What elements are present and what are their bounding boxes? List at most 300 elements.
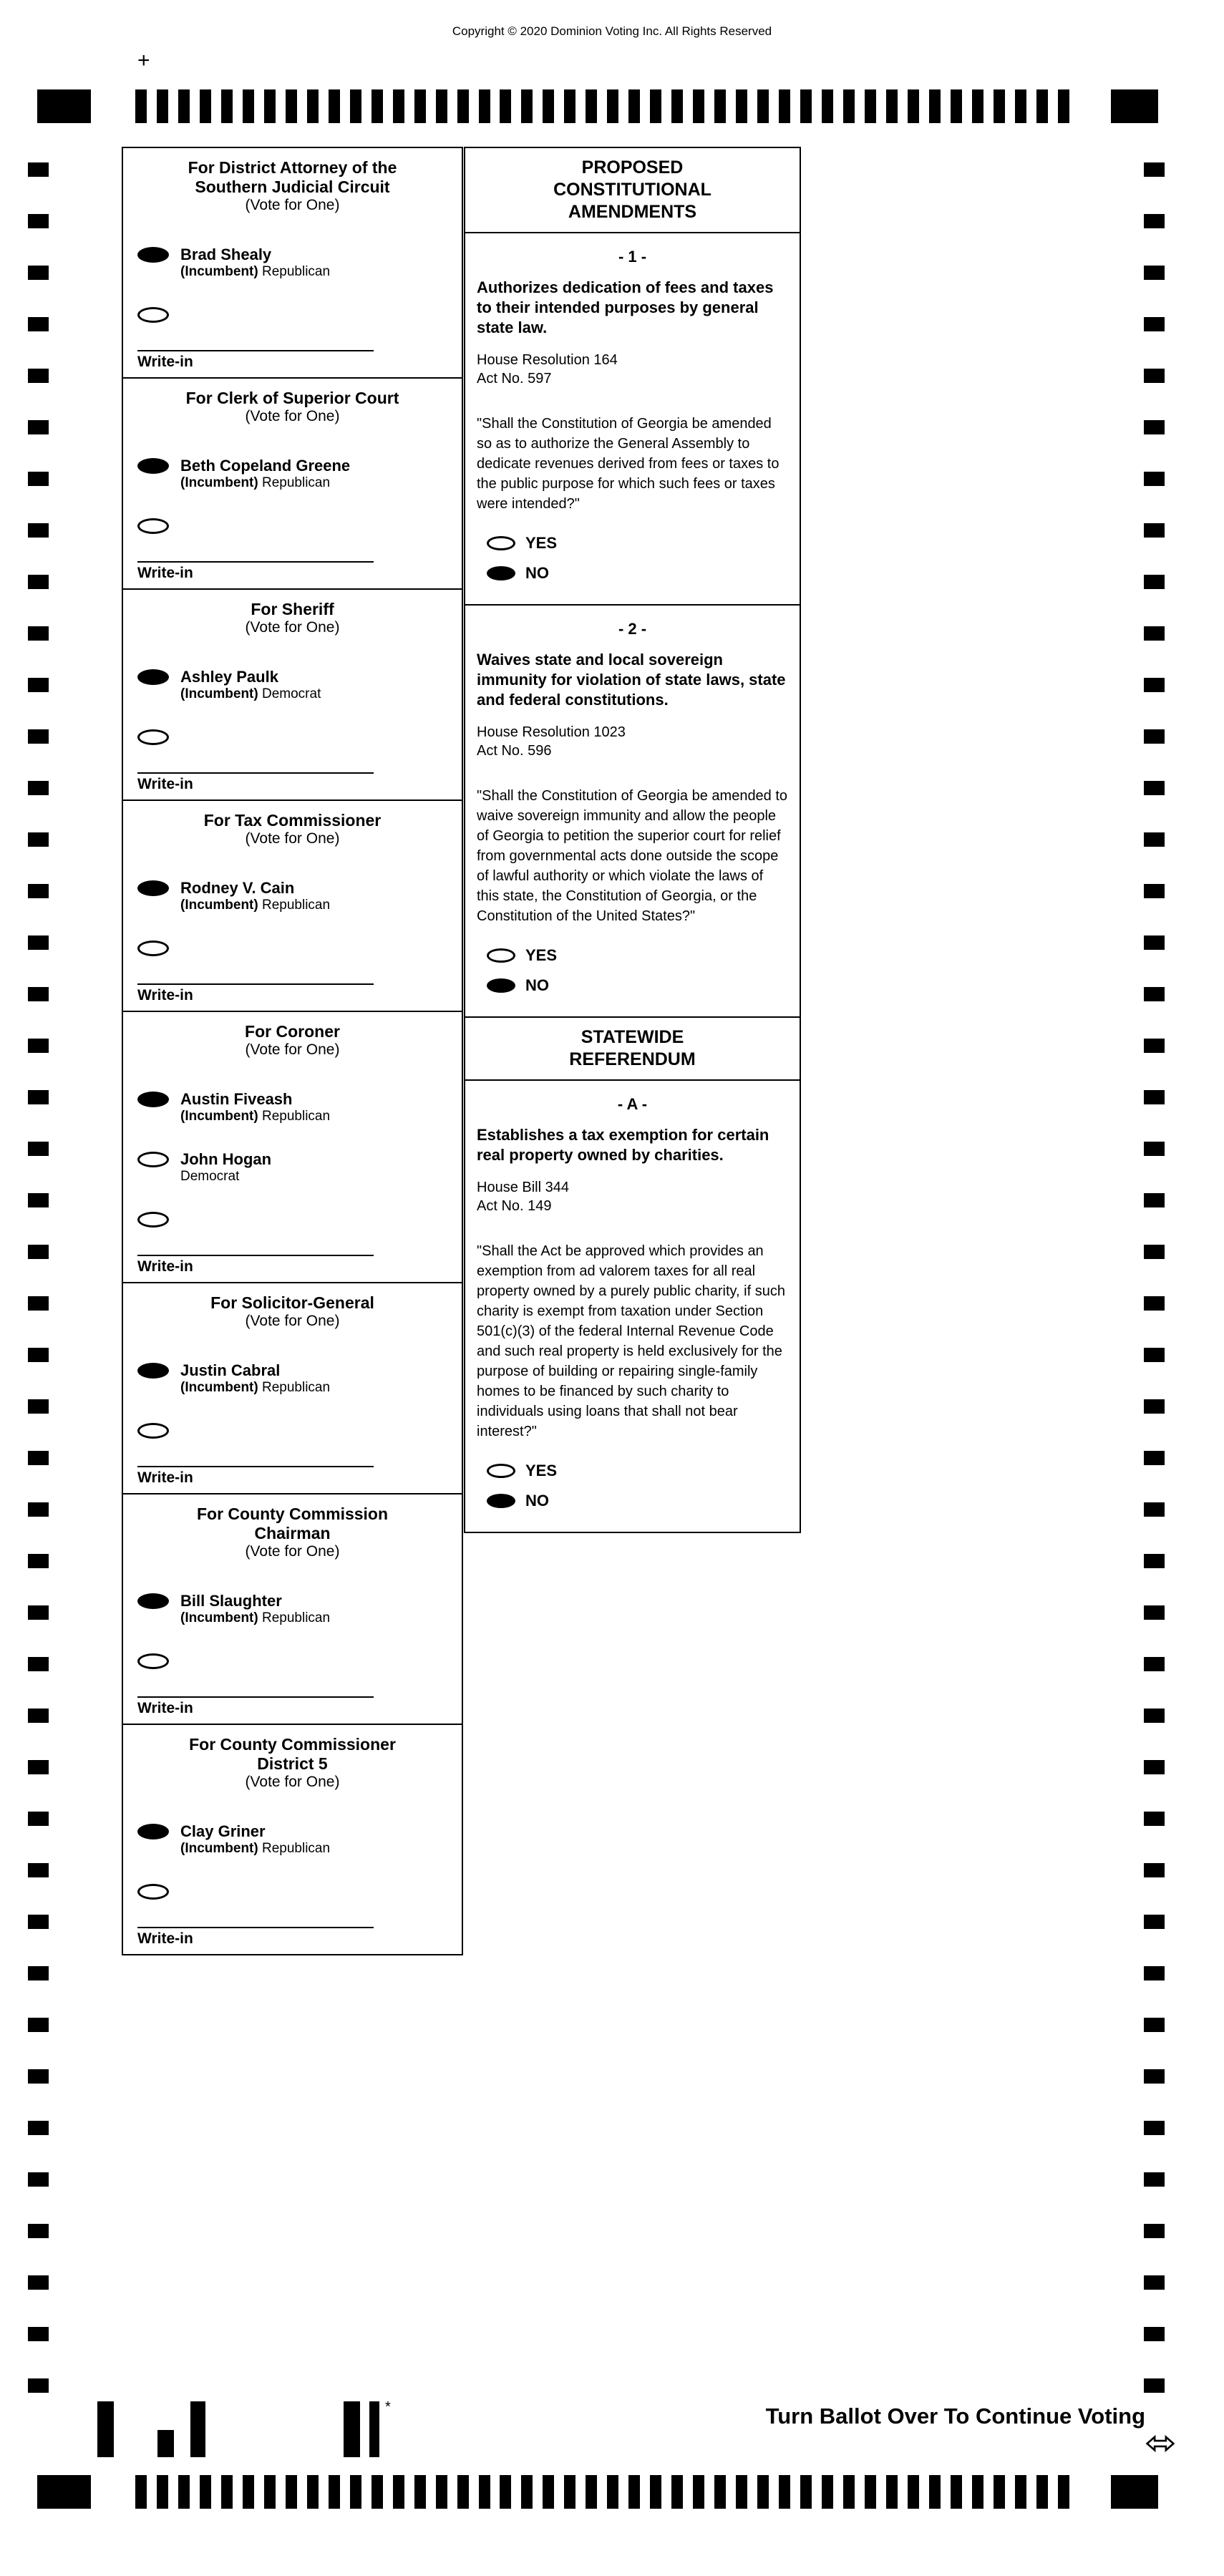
contest [123,1283,462,1494]
incumbent-label: (Incumbent) [180,1610,258,1625]
timing-bar [1058,2475,1069,2509]
side-timing-mark [28,935,49,950]
side-timing-mark [28,1554,49,1568]
candidate-party: (Incumbent) Republican [180,1610,331,1625]
side-timing-mark [1144,1554,1165,1568]
side-timing-mark [28,2172,49,2187]
choice-oval[interactable] [137,1152,169,1167]
side-timing-mark [28,1296,49,1311]
write-in-oval[interactable] [137,1884,169,1900]
measure-option-oval[interactable] [487,566,515,580]
side-timing-mark [1144,2224,1165,2238]
measure-option-oval[interactable] [487,536,515,550]
side-timing-mark [1144,1605,1165,1620]
side-timing-mark [1144,1915,1165,1929]
measure-option-oval[interactable] [487,1464,515,1478]
timing-block [1111,89,1158,123]
measures-header: STATEWIDE REFERENDUM [465,1018,800,1081]
timing-bar [200,89,211,123]
side-timing-mark [28,2327,49,2341]
copyright-text: Copyright © 2020 Dominion Voting Inc. All Rights Reserved [452,24,772,38]
timing-bar [414,2475,426,2509]
side-timing-mark [1144,1760,1165,1774]
timing-bar [994,89,1005,123]
write-in-oval[interactable] [137,1212,169,1228]
timing-bar [243,2475,254,2509]
timing-bar [221,2475,233,2509]
side-timing-mark [1144,214,1165,228]
side-timing-mark [1144,935,1165,950]
measure-reference: House Bill 344 Act No. 149 [477,1180,569,1214]
side-timing-mark [28,162,49,177]
timing-bar [286,2475,297,2509]
side-timing-mark [28,1760,49,1774]
timing-bar [843,89,855,123]
timing-bar [157,89,168,123]
choice-oval[interactable] [137,1092,169,1107]
choice-oval[interactable] [137,1824,169,1839]
measure-summary: Establishes a tax exemption for certain real property owned by charities. [477,1126,769,1164]
write-in-oval[interactable] [137,1423,169,1439]
timing-bar [779,2475,790,2509]
side-timing-mark [28,626,49,641]
contest-title: For Coroner [245,1022,340,1041]
timing-bar [200,2475,211,2509]
timing-bar [264,2475,276,2509]
incumbent-label: (Incumbent) [180,898,258,913]
timing-bar [736,2475,747,2509]
timing-bar [371,2475,383,2509]
candidate-info [180,1822,330,1857]
candidate-info [180,1090,330,1124]
timing-bar [264,89,276,123]
write-in-label: Write-in [137,1258,193,1275]
candidate-info [180,879,330,913]
timing-bar [800,89,812,123]
side-timing-mark [28,317,49,331]
side-timing-mark [1144,266,1165,280]
side-timing-mark [1144,317,1165,331]
timing-bar [457,89,469,123]
measures-column [464,147,801,1533]
measure-option-row [487,1462,788,1480]
timing-bar [436,89,447,123]
candidate-info [180,1592,330,1626]
timing-bar [1036,2475,1048,2509]
candidate-name: Beth Copeland Greene [180,457,351,475]
side-timing-mark [1144,1451,1165,1465]
write-in-line[interactable] [137,772,374,774]
write-in-label: Write-in [137,1469,193,1486]
timing-bar [822,2475,833,2509]
ballot-code-marks [97,2401,391,2457]
timing-bar [757,89,769,123]
measure-summary: Waives state and local sovereign immunity for violation of state laws, state and federal constitutions. [477,651,786,709]
write-in-oval[interactable] [137,518,169,534]
write-in-line[interactable] [137,1696,374,1698]
side-timing-mark [28,1966,49,1980]
timing-bar [329,2475,340,2509]
timing-bar [307,89,319,123]
side-timing-mark [1144,1090,1165,1104]
side-timing-mark [28,1451,49,1465]
candidate-info [180,668,321,702]
write-in-oval[interactable] [137,1653,169,1669]
timing-bar [135,89,147,123]
candidate-party: (Incumbent) Republican [180,1109,331,1124]
timing-bar [929,89,941,123]
timing-bar [178,89,190,123]
candidate-name: Brad Shealy [180,246,272,263]
timing-bar [865,89,876,123]
timing-bar [671,89,683,123]
side-timing-mark [1144,162,1165,177]
timing-bar [714,2475,726,2509]
side-timing-mark [28,266,49,280]
side-timing-mark [1144,1193,1165,1207]
side-timing-mark [28,1245,49,1259]
timing-bar [843,2475,855,2509]
contest-title: For Tax Commissioner [203,811,382,830]
measure-reference: House Resolution 164 Act No. 597 [477,352,618,387]
side-timing-mark [28,1657,49,1671]
contest [123,1012,462,1283]
side-timing-mark [28,1605,49,1620]
side-timing-mark [1144,472,1165,486]
timing-bars [135,2475,1069,2509]
choice-oval[interactable] [137,880,169,896]
candidate-name: Ashley Paulk [180,668,278,686]
timing-bar [865,2475,876,2509]
timing-block [37,89,91,123]
side-timing-mark [1144,781,1165,795]
side-timing-mark [1144,369,1165,383]
write-in-label: Write-in [137,1930,193,1947]
candidate-info [180,1150,271,1185]
write-in-row [137,1882,455,1900]
measure-option-row [487,946,788,965]
write-in-row [137,1210,455,1228]
incumbent-label: (Incumbent) [180,686,258,701]
write-in-row [137,939,455,956]
measure-option-oval[interactable] [487,1494,515,1508]
side-timing-mark [1144,729,1165,744]
measure-number: - 2 - [618,620,647,638]
candidate-name: Justin Cabral [180,1361,281,1379]
candidate-row [137,246,455,280]
contest-title: For Clerk of Superior Court [185,389,399,407]
turn-over-instruction: Turn Ballot Over To Continue Voting [765,2404,1145,2429]
timing-bar [393,2475,404,2509]
side-timing-mark [28,2069,49,2084]
timing-bar [1015,2475,1026,2509]
timing-bar [779,89,790,123]
side-timing-mark [28,987,49,1001]
side-timing-mark [28,1915,49,1929]
timing-bar [564,89,575,123]
vote-for-instruction: (Vote for One) [245,1041,340,1058]
side-timing-mark [28,369,49,383]
write-in-line[interactable] [137,561,374,563]
side-timing-mark [28,1193,49,1207]
timing-bar [286,89,297,123]
choice-oval[interactable] [137,1363,169,1379]
side-timing-mark [28,1709,49,1723]
measure-option-label: YES [525,946,558,964]
timing-bar [757,2475,769,2509]
vote-for-instruction: (Vote for One) [245,830,340,847]
vote-for-instruction: (Vote for One) [245,408,340,424]
top-timing-marks [37,89,1158,123]
write-in-oval[interactable] [137,307,169,323]
side-timing-mark [28,1090,49,1104]
side-timing-mark [28,1039,49,1053]
incumbent-label: (Incumbent) [180,475,258,490]
candidate-name: Rodney V. Cain [180,879,295,897]
timing-bar [350,89,361,123]
choice-oval[interactable] [137,1593,169,1609]
side-timing-mark [1144,523,1165,538]
timing-bar [994,2475,1005,2509]
contest-title: For County Commissioner District 5 [189,1735,396,1773]
choice-oval[interactable] [137,458,169,474]
candidate-row [137,457,455,491]
measure-reference: House Resolution 1023 Act No. 596 [477,724,626,759]
candidate-party: Democrat [180,1169,240,1184]
side-timing-mark [1144,1863,1165,1877]
timing-bar [221,89,233,123]
write-in-label: Write-in [137,987,193,1003]
timing-bar [886,2475,898,2509]
write-in-label: Write-in [137,354,193,370]
side-timing-mark [28,1502,49,1517]
timing-bar [972,89,983,123]
measure [465,233,800,606]
timing-bar [543,2475,554,2509]
timing-bar [350,2475,361,2509]
contest-title: For County Commission Chairman [196,1505,389,1542]
side-timing-mark [28,1142,49,1156]
side-timing-mark [28,575,49,589]
code-bar [369,2401,379,2457]
candidate-row [137,1090,455,1124]
measures-header: PROPOSED CONSTITUTIONAL AMENDMENTS [465,148,800,233]
side-timing-mark [1144,1399,1165,1414]
candidate-row [137,1150,455,1185]
side-timing-mark [28,678,49,692]
timing-bar [822,89,833,123]
candidate-name: Austin Fiveash [180,1090,293,1108]
incumbent-label: (Incumbent) [180,1841,258,1856]
candidate-party: (Incumbent) Democrat [180,686,321,701]
side-timing-mark [1144,1966,1165,1980]
timing-bar [886,89,898,123]
side-timing-mark [1144,2018,1165,2032]
timing-bar [436,2475,447,2509]
measure [465,606,800,1018]
measure-option-oval[interactable] [487,978,515,993]
candidate-row [137,668,455,702]
timing-bar [586,2475,597,2509]
candidate-row [137,1822,455,1857]
contest [123,379,462,590]
side-timing-mark [1144,420,1165,434]
side-timing-mark [28,2224,49,2238]
incumbent-label: (Incumbent) [180,1380,258,1395]
write-in-row [137,306,455,323]
vote-for-instruction: (Vote for One) [245,619,340,636]
measure-option-label: NO [525,976,549,994]
contest [123,148,462,379]
measure-option-row [487,1492,788,1510]
timing-bar [607,89,618,123]
right-timing-column [1144,162,1165,2393]
measure-option-row [487,534,788,553]
contest [123,590,462,801]
side-timing-mark [28,472,49,486]
side-timing-mark [1144,1142,1165,1156]
measure-option-label: YES [525,534,558,552]
write-in-line[interactable] [137,1466,374,1467]
side-timing-mark [1144,2172,1165,2187]
side-timing-mark [28,1863,49,1877]
candidate-party: (Incumbent) Republican [180,1380,331,1395]
timing-bar [414,89,426,123]
timing-bar [714,89,726,123]
side-timing-mark [28,729,49,744]
timing-bar [628,89,640,123]
timing-bar [650,2475,661,2509]
side-timing-mark [1144,626,1165,641]
timing-bar [1058,89,1069,123]
side-timing-mark [28,2275,49,2290]
side-timing-mark [28,214,49,228]
timing-bar [479,89,490,123]
side-timing-mark [1144,2378,1165,2393]
side-timing-mark [28,2018,49,2032]
vote-for-instruction: (Vote for One) [245,1313,340,1329]
bottom-timing-marks [37,2475,1158,2509]
measure-option-row [487,564,788,583]
side-timing-mark [28,781,49,795]
write-in-row [137,728,455,745]
code-bar [344,2401,360,2457]
side-timing-mark [28,832,49,847]
side-timing-mark [28,523,49,538]
timing-bar [135,2475,147,2509]
contests-column [122,147,463,1955]
timing-bar [800,2475,812,2509]
candidate-info [180,457,350,491]
write-in-row [137,1652,455,1669]
contest-title: For District Attorney of the Southern Judicial Circuit [188,158,397,196]
timing-bar [178,2475,190,2509]
timing-bar [543,89,554,123]
side-timing-mark [28,1812,49,1826]
contest-title: For Solicitor-General [210,1293,374,1312]
candidate-party: (Incumbent) Republican [180,898,331,913]
timing-bar [671,2475,683,2509]
candidate-row [137,1592,455,1626]
timing-bar [479,2475,490,2509]
side-timing-mark [28,2378,49,2393]
side-timing-mark [1144,2121,1165,2135]
measure-option-label: NO [525,564,549,582]
measure-number: - 1 - [618,248,647,266]
write-in-line[interactable] [137,350,374,351]
timing-bar [243,89,254,123]
side-timing-mark [1144,575,1165,589]
candidate-party: (Incumbent) Republican [180,264,331,279]
timing-bar [650,89,661,123]
side-timing-mark [1144,832,1165,847]
measure [465,1081,800,1532]
side-timing-mark [1144,1296,1165,1311]
timing-bars [135,89,1069,123]
choice-oval[interactable] [137,669,169,685]
side-timing-mark [1144,2327,1165,2341]
side-timing-mark [1144,1502,1165,1517]
write-in-line[interactable] [137,1927,374,1928]
measure-option-label: YES [525,1462,558,1479]
measure-option-row [487,976,788,995]
turn-over-icon [1145,2432,1175,2459]
code-asterisk: * [385,2399,391,2415]
side-timing-mark [1144,1348,1165,1362]
write-in-line[interactable] [137,1255,374,1256]
timing-bar [1015,89,1026,123]
measure-number: - A - [617,1095,648,1113]
timing-bar [457,2475,469,2509]
timing-bar [929,2475,941,2509]
timing-bar [628,2475,640,2509]
timing-block [1111,2475,1158,2509]
timing-bar [307,2475,319,2509]
measure-summary: Authorizes dedication of fees and taxes to their intended purposes by general state law. [477,278,774,336]
timing-bar [693,2475,704,2509]
write-in-line[interactable] [137,983,374,985]
timing-bar [393,89,404,123]
side-timing-mark [1144,1709,1165,1723]
choice-oval[interactable] [137,247,169,263]
candidate-name: Bill Slaughter [180,1592,282,1610]
timing-bar [951,2475,962,2509]
candidate-row [137,1361,455,1396]
timing-bar [157,2475,168,2509]
side-timing-mark [1144,1657,1165,1671]
contest [123,1725,462,1954]
side-timing-mark [28,1399,49,1414]
timing-bar [908,89,919,123]
timing-bar [329,89,340,123]
write-in-row [137,517,455,534]
registration-plus-mark: + [137,49,150,72]
write-in-label: Write-in [137,1700,193,1716]
code-bar [190,2401,205,2457]
write-in-label: Write-in [137,776,193,792]
write-in-oval[interactable] [137,941,169,956]
write-in-oval[interactable] [137,729,169,745]
contest [123,801,462,1012]
left-timing-column [28,162,49,2393]
candidate-party: (Incumbent) Republican [180,1841,331,1856]
side-timing-mark [28,884,49,898]
candidate-info [180,246,330,280]
vote-for-instruction: (Vote for One) [245,197,340,213]
measure-option-oval[interactable] [487,948,515,963]
measure-question: "Shall the Act be approved which provides an exemption from ad valorem taxes for all real property owned by a purely public charity, if such charity is exempt from taxation under Section 501(c)(3) of the federal Internal Revenue Code and such real property is held exclusively for the purpose of building or repairing single-family homes to be financed by such charity to individuals using loans that shall not bear interest?" [477,1243,785,1439]
timing-bar [1036,89,1048,123]
